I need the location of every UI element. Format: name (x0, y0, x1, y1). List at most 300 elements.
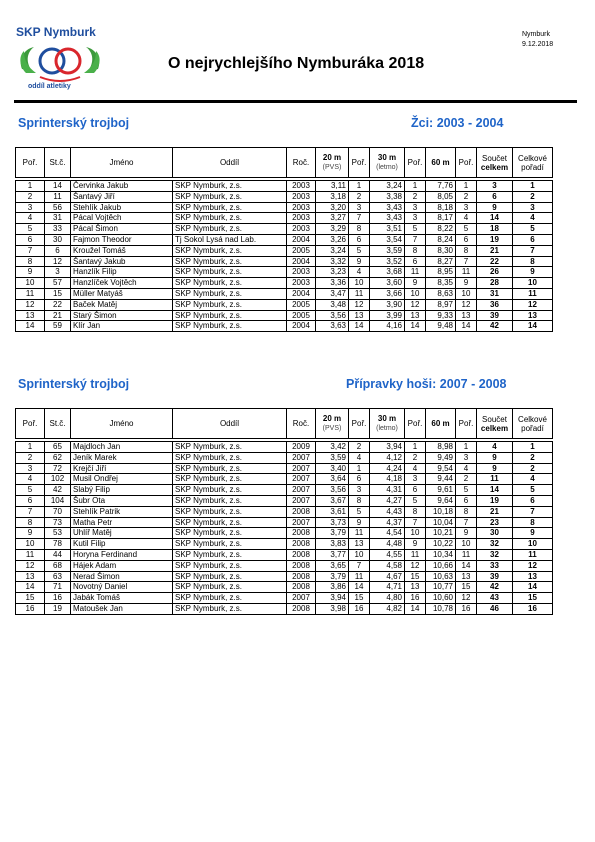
cell-time-60m: 10,63 (426, 571, 456, 582)
cell-time-60m: 10,78 (426, 603, 456, 614)
table-row (16, 191, 553, 202)
cell-athlete-name: Müller Matyáš (71, 288, 173, 299)
cell-points-total: 3 (477, 181, 513, 192)
table-row (16, 582, 553, 593)
cell-athlete-name: Hanzlíček Vojtěch (71, 278, 173, 289)
cell-rank-30m: 7 (405, 517, 426, 528)
table-header-row (16, 148, 553, 178)
section2-title: Sprinterský trojboj (18, 377, 130, 391)
col-header-por-60m: Poř. (456, 148, 477, 178)
cell-rank: 6 (16, 234, 45, 245)
cell-points-total: 19 (477, 495, 513, 506)
cell-athlete-name: Šantavý Jiří (71, 191, 173, 202)
cell-rank-20m: 5 (349, 245, 370, 256)
cell-rank-30m: 2 (405, 452, 426, 463)
table-row (16, 474, 553, 485)
cell-rank: 11 (16, 288, 45, 299)
cell-rank-30m: 3 (405, 474, 426, 485)
event-date: 9.12.2018 (522, 41, 554, 48)
cell-time-60m: 8,17 (426, 213, 456, 224)
header-divider (14, 100, 577, 103)
cell-athlete-name: Šubr Ota (71, 495, 173, 506)
cell-athlete-name: Stehlík Jakub (71, 202, 173, 213)
cell-points-total: 21 (477, 245, 513, 256)
cell-start-number: 68 (45, 560, 71, 571)
cell-rank-30m: 9 (405, 539, 426, 550)
cell-points-total: 39 (477, 310, 513, 321)
cell-rank: 1 (16, 442, 45, 453)
cell-rank-60m: 9 (456, 528, 477, 539)
cell-overall-rank: 7 (513, 506, 553, 517)
cell-athlete-name: Kroužel Tomáš (71, 245, 173, 256)
cell-rank: 11 (16, 549, 45, 560)
cell-points-total: 19 (477, 234, 513, 245)
table-row (16, 495, 553, 506)
cell-birth-year: 2007 (287, 485, 316, 496)
cell-time-20m: 3,18 (316, 191, 349, 202)
cell-rank-60m: 4 (456, 463, 477, 474)
cell-rank: 9 (16, 528, 45, 539)
cell-start-number: 71 (45, 582, 71, 593)
table-row (16, 310, 553, 321)
cell-rank-20m: 3 (349, 485, 370, 496)
cell-club: SKP Nymburk, z.s. (173, 452, 287, 463)
cell-time-30m: 3,43 (370, 213, 405, 224)
cell-rank-30m: 8 (405, 245, 426, 256)
cell-points-total: 9 (477, 202, 513, 213)
col-header-roc: Roč. (287, 148, 316, 178)
cell-rank-60m: 3 (456, 452, 477, 463)
cell-overall-rank: 1 (513, 442, 553, 453)
cell-points-total: 11 (477, 474, 513, 485)
col-header-stc: St.č. (45, 409, 71, 439)
cell-time-30m: 4,80 (370, 593, 405, 604)
cell-time-60m: 8,63 (426, 288, 456, 299)
cell-start-number: 73 (45, 517, 71, 528)
table-row (16, 442, 553, 453)
cell-time-20m: 3,83 (316, 539, 349, 550)
cell-rank: 3 (16, 202, 45, 213)
cell-club: SKP Nymburk, z.s. (173, 582, 287, 593)
cell-time-20m: 3,40 (316, 463, 349, 474)
cell-rank-60m: 2 (456, 191, 477, 202)
table-row (16, 224, 553, 235)
col-header-30m: 30 m (letmo) (370, 409, 405, 439)
cell-time-30m: 4,37 (370, 517, 405, 528)
cell-rank: 5 (16, 224, 45, 235)
cell-time-30m: 3,60 (370, 278, 405, 289)
cell-club: SKP Nymburk, z.s. (173, 485, 287, 496)
cell-rank-60m: 10 (456, 539, 477, 550)
cell-athlete-name: Jabák Tomáš (71, 593, 173, 604)
table-row (16, 571, 553, 582)
cell-time-60m: 8,22 (426, 224, 456, 235)
cell-club: SKP Nymburk, z.s. (173, 213, 287, 224)
cell-time-60m: 9,49 (426, 452, 456, 463)
cell-athlete-name: Červinka Jakub (71, 181, 173, 192)
cell-club: SKP Nymburk, z.s. (173, 202, 287, 213)
cell-points-total: 26 (477, 267, 513, 278)
cell-rank: 6 (16, 495, 45, 506)
cell-time-60m: 9,54 (426, 463, 456, 474)
cell-time-20m: 3,73 (316, 517, 349, 528)
cell-start-number: 63 (45, 571, 71, 582)
cell-time-60m: 8,35 (426, 278, 456, 289)
col-header-20m: 20 m (PVS) (316, 148, 349, 178)
cell-athlete-name: Baček Matěj (71, 299, 173, 310)
cell-birth-year: 2003 (287, 191, 316, 202)
table-row (16, 539, 553, 550)
cell-time-30m: 4,48 (370, 539, 405, 550)
cell-rank-20m: 1 (349, 181, 370, 192)
cell-athlete-name: Stehlík Patrik (71, 506, 173, 517)
col-header-celkove: Celkové pořadí (513, 148, 553, 178)
cell-rank: 16 (16, 603, 45, 614)
col-header-60m: 60 m (426, 148, 456, 178)
table-row (16, 299, 553, 310)
col-header-celkove: Celkové pořadí (513, 409, 553, 439)
cell-overall-rank: 8 (513, 517, 553, 528)
cell-rank: 8 (16, 256, 45, 267)
cell-time-60m: 8,24 (426, 234, 456, 245)
cell-points-total: 32 (477, 549, 513, 560)
cell-overall-rank: 3 (513, 202, 553, 213)
cell-rank-30m: 2 (405, 191, 426, 202)
cell-rank-30m: 13 (405, 310, 426, 321)
cell-rank-30m: 3 (405, 213, 426, 224)
cell-overall-rank: 13 (513, 571, 553, 582)
cell-rank-30m: 5 (405, 495, 426, 506)
cell-start-number: 11 (45, 191, 71, 202)
cell-birth-year: 2004 (287, 321, 316, 332)
results-table-2 (15, 408, 553, 615)
cell-time-60m: 9,33 (426, 310, 456, 321)
cell-birth-year: 2008 (287, 539, 316, 550)
cell-time-30m: 3,59 (370, 245, 405, 256)
cell-club: SKP Nymburk, z.s. (173, 299, 287, 310)
cell-rank-20m: 9 (349, 256, 370, 267)
col-header-60m: 60 m (426, 409, 456, 439)
cell-birth-year: 2008 (287, 603, 316, 614)
cell-rank-20m: 6 (349, 474, 370, 485)
cell-rank-30m: 12 (405, 560, 426, 571)
cell-rank-20m: 6 (349, 234, 370, 245)
cell-time-30m: 3,90 (370, 299, 405, 310)
cell-rank-30m: 10 (405, 288, 426, 299)
cell-rank: 14 (16, 321, 45, 332)
cell-athlete-name: Krejčí Jiří (71, 463, 173, 474)
cell-overall-rank: 16 (513, 603, 553, 614)
cell-athlete-name: Slabý Filip (71, 485, 173, 496)
cell-rank-30m: 14 (405, 321, 426, 332)
cell-club: SKP Nymburk, z.s. (173, 256, 287, 267)
cell-rank: 9 (16, 267, 45, 278)
cell-rank-60m: 4 (456, 213, 477, 224)
cell-overall-rank: 1 (513, 181, 553, 192)
cell-rank-20m: 2 (349, 191, 370, 202)
cell-birth-year: 2008 (287, 560, 316, 571)
cell-points-total: 6 (477, 191, 513, 202)
cell-birth-year: 2008 (287, 571, 316, 582)
cell-rank-30m: 15 (405, 571, 426, 582)
cell-athlete-name: Pácal Vojtěch (71, 213, 173, 224)
cell-time-30m: 3,68 (370, 267, 405, 278)
table-row (16, 278, 553, 289)
cell-club: SKP Nymburk, z.s. (173, 549, 287, 560)
cell-points-total: 33 (477, 560, 513, 571)
cell-rank-30m: 12 (405, 299, 426, 310)
cell-rank-30m: 10 (405, 528, 426, 539)
table-row (16, 267, 553, 278)
cell-rank-60m: 16 (456, 603, 477, 614)
cell-start-number: 102 (45, 474, 71, 485)
cell-time-60m: 10,21 (426, 528, 456, 539)
col-header-por-60m: Poř. (456, 409, 477, 439)
cell-birth-year: 2009 (287, 442, 316, 453)
cell-overall-rank: 9 (513, 267, 553, 278)
cell-rank-60m: 14 (456, 560, 477, 571)
cell-rank-60m: 2 (456, 474, 477, 485)
cell-rank-60m: 14 (456, 321, 477, 332)
cell-rank: 7 (16, 245, 45, 256)
cell-rank-20m: 8 (349, 224, 370, 235)
cell-time-30m: 4,12 (370, 452, 405, 463)
cell-club: SKP Nymburk, z.s. (173, 321, 287, 332)
cell-time-30m: 3,43 (370, 202, 405, 213)
cell-time-20m: 3,27 (316, 213, 349, 224)
cell-points-total: 9 (477, 463, 513, 474)
cell-time-30m: 3,99 (370, 310, 405, 321)
cell-overall-rank: 10 (513, 539, 553, 550)
cell-rank-60m: 13 (456, 571, 477, 582)
cell-overall-rank: 2 (513, 463, 553, 474)
cell-start-number: 42 (45, 485, 71, 496)
cell-time-30m: 3,51 (370, 224, 405, 235)
cell-overall-rank: 2 (513, 452, 553, 463)
cell-time-20m: 3,59 (316, 452, 349, 463)
cell-overall-rank: 10 (513, 278, 553, 289)
cell-start-number: 14 (45, 181, 71, 192)
cell-rank-60m: 12 (456, 593, 477, 604)
cell-birth-year: 2003 (287, 224, 316, 235)
cell-time-20m: 3,26 (316, 234, 349, 245)
cell-time-30m: 3,94 (370, 442, 405, 453)
cell-points-total: 30 (477, 528, 513, 539)
cell-start-number: 33 (45, 224, 71, 235)
cell-overall-rank: 13 (513, 310, 553, 321)
cell-time-20m: 3,67 (316, 495, 349, 506)
cell-rank-20m: 11 (349, 288, 370, 299)
cell-rank-60m: 7 (456, 256, 477, 267)
table-row (16, 452, 553, 463)
cell-points-total: 4 (477, 442, 513, 453)
cell-birth-year: 2003 (287, 181, 316, 192)
cell-rank-20m: 11 (349, 571, 370, 582)
cell-rank-20m: 5 (349, 506, 370, 517)
cell-birth-year: 2008 (287, 506, 316, 517)
cell-rank: 1 (16, 181, 45, 192)
cell-rank-60m: 6 (456, 495, 477, 506)
cell-club: Tj Sokol Lysá nad Lab. (173, 234, 287, 245)
cell-club: SKP Nymburk, z.s. (173, 278, 287, 289)
cell-athlete-name: Matoušek Jan (71, 603, 173, 614)
table-row (16, 181, 553, 192)
cell-rank-60m: 8 (456, 506, 477, 517)
cell-time-30m: 4,43 (370, 506, 405, 517)
cell-rank: 2 (16, 452, 45, 463)
cell-athlete-name: Klír Jan (71, 321, 173, 332)
col-header-soucet: Součet celkem (477, 148, 513, 178)
page-title: O nejrychlejšího Nymburáka 2018 (168, 55, 425, 72)
cell-birth-year: 2007 (287, 517, 316, 528)
cell-rank-20m: 10 (349, 278, 370, 289)
cell-overall-rank: 14 (513, 321, 553, 332)
cell-club: SKP Nymburk, z.s. (173, 603, 287, 614)
cell-rank-20m: 16 (349, 603, 370, 614)
table-row (16, 506, 553, 517)
cell-time-60m: 8,97 (426, 299, 456, 310)
cell-start-number: 3 (45, 267, 71, 278)
cell-time-30m: 3,24 (370, 181, 405, 192)
cell-time-20m: 3,77 (316, 549, 349, 560)
cell-club: SKP Nymburk, z.s. (173, 463, 287, 474)
cell-athlete-name: Kutil Filip (71, 539, 173, 550)
cell-athlete-name: Horyna Ferdinand (71, 549, 173, 560)
cell-rank-30m: 8 (405, 506, 426, 517)
cell-time-60m: 10,34 (426, 549, 456, 560)
table-row (16, 288, 553, 299)
cell-athlete-name: Uhlíř Matěj (71, 528, 173, 539)
cell-time-30m: 3,52 (370, 256, 405, 267)
cell-start-number: 78 (45, 539, 71, 550)
cell-birth-year: 2008 (287, 582, 316, 593)
cell-birth-year: 2007 (287, 593, 316, 604)
cell-rank: 2 (16, 191, 45, 202)
cell-start-number: 16 (45, 593, 71, 604)
cell-start-number: 31 (45, 213, 71, 224)
cell-time-20m: 3,48 (316, 299, 349, 310)
col-header-oddil: Oddíl (173, 409, 287, 439)
cell-time-20m: 3,79 (316, 528, 349, 539)
cell-start-number: 19 (45, 603, 71, 614)
table-row (16, 593, 553, 604)
event-place-date (522, 30, 553, 50)
cell-overall-rank: 6 (513, 495, 553, 506)
cell-rank-20m: 4 (349, 267, 370, 278)
cell-time-30m: 3,66 (370, 288, 405, 299)
cell-rank: 4 (16, 213, 45, 224)
col-header-por-30m: Poř. (405, 409, 426, 439)
col-header-jmeno: Jméno (71, 148, 173, 178)
cell-club: SKP Nymburk, z.s. (173, 539, 287, 550)
cell-time-30m: 4,58 (370, 560, 405, 571)
cell-time-60m: 8,18 (426, 202, 456, 213)
cell-start-number: 62 (45, 452, 71, 463)
cell-rank-60m: 5 (456, 224, 477, 235)
cell-points-total: 18 (477, 224, 513, 235)
cell-birth-year: 2008 (287, 549, 316, 560)
cell-time-30m: 4,55 (370, 549, 405, 560)
results-table-1 (15, 147, 553, 332)
cell-overall-rank: 4 (513, 474, 553, 485)
cell-points-total: 14 (477, 213, 513, 224)
cell-time-30m: 4,54 (370, 528, 405, 539)
cell-club: SKP Nymburk, z.s. (173, 224, 287, 235)
cell-overall-rank: 14 (513, 582, 553, 593)
cell-rank: 4 (16, 474, 45, 485)
cell-rank-60m: 9 (456, 278, 477, 289)
cell-club: SKP Nymburk, z.s. (173, 506, 287, 517)
col-header-20m: 20 m (PVS) (316, 409, 349, 439)
cell-rank: 13 (16, 571, 45, 582)
cell-rank-20m: 13 (349, 310, 370, 321)
cell-start-number: 15 (45, 288, 71, 299)
cell-rank-20m: 7 (349, 560, 370, 571)
cell-time-20m: 3,56 (316, 310, 349, 321)
cell-rank-30m: 11 (405, 549, 426, 560)
cell-birth-year: 2003 (287, 202, 316, 213)
cell-rank: 15 (16, 593, 45, 604)
cell-rank: 3 (16, 463, 45, 474)
cell-rank-30m: 16 (405, 593, 426, 604)
section2-category: Přípravky hoši: 2007 - 2008 (346, 377, 507, 391)
table-row (16, 485, 553, 496)
event-place: Nymburk (522, 31, 551, 38)
cell-time-20m: 3,61 (316, 506, 349, 517)
cell-rank-60m: 12 (456, 299, 477, 310)
cell-points-total: 43 (477, 593, 513, 604)
cell-overall-rank: 9 (513, 528, 553, 539)
cell-time-60m: 10,77 (426, 582, 456, 593)
cell-points-total: 14 (477, 485, 513, 496)
cell-rank-30m: 1 (405, 181, 426, 192)
cell-rank: 7 (16, 506, 45, 517)
cell-birth-year: 2005 (287, 299, 316, 310)
cell-athlete-name: Starý Šimon (71, 310, 173, 321)
cell-time-20m: 3,24 (316, 245, 349, 256)
cell-rank-30m: 11 (405, 267, 426, 278)
table-row (16, 213, 553, 224)
table-row (16, 528, 553, 539)
cell-rank-30m: 5 (405, 224, 426, 235)
col-header-por-30m: Poř. (405, 148, 426, 178)
table-row (16, 463, 553, 474)
cell-time-20m: 3,64 (316, 474, 349, 485)
cell-birth-year: 2005 (287, 310, 316, 321)
cell-time-60m: 9,61 (426, 485, 456, 496)
cell-start-number: 104 (45, 495, 71, 506)
cell-start-number: 56 (45, 202, 71, 213)
cell-start-number: 12 (45, 256, 71, 267)
cell-time-30m: 4,16 (370, 321, 405, 332)
cell-start-number: 53 (45, 528, 71, 539)
cell-overall-rank: 4 (513, 213, 553, 224)
cell-rank-60m: 7 (456, 517, 477, 528)
cell-rank-20m: 13 (349, 539, 370, 550)
cell-time-20m: 3,56 (316, 485, 349, 496)
cell-start-number: 65 (45, 442, 71, 453)
cell-rank-60m: 3 (456, 202, 477, 213)
cell-birth-year: 2005 (287, 245, 316, 256)
cell-rank-20m: 8 (349, 495, 370, 506)
cell-rank: 8 (16, 517, 45, 528)
cell-time-30m: 4,18 (370, 474, 405, 485)
cell-rank: 14 (16, 582, 45, 593)
cell-athlete-name: Matha Petr (71, 517, 173, 528)
cell-time-60m: 8,27 (426, 256, 456, 267)
cell-points-total: 31 (477, 288, 513, 299)
cell-time-60m: 8,30 (426, 245, 456, 256)
